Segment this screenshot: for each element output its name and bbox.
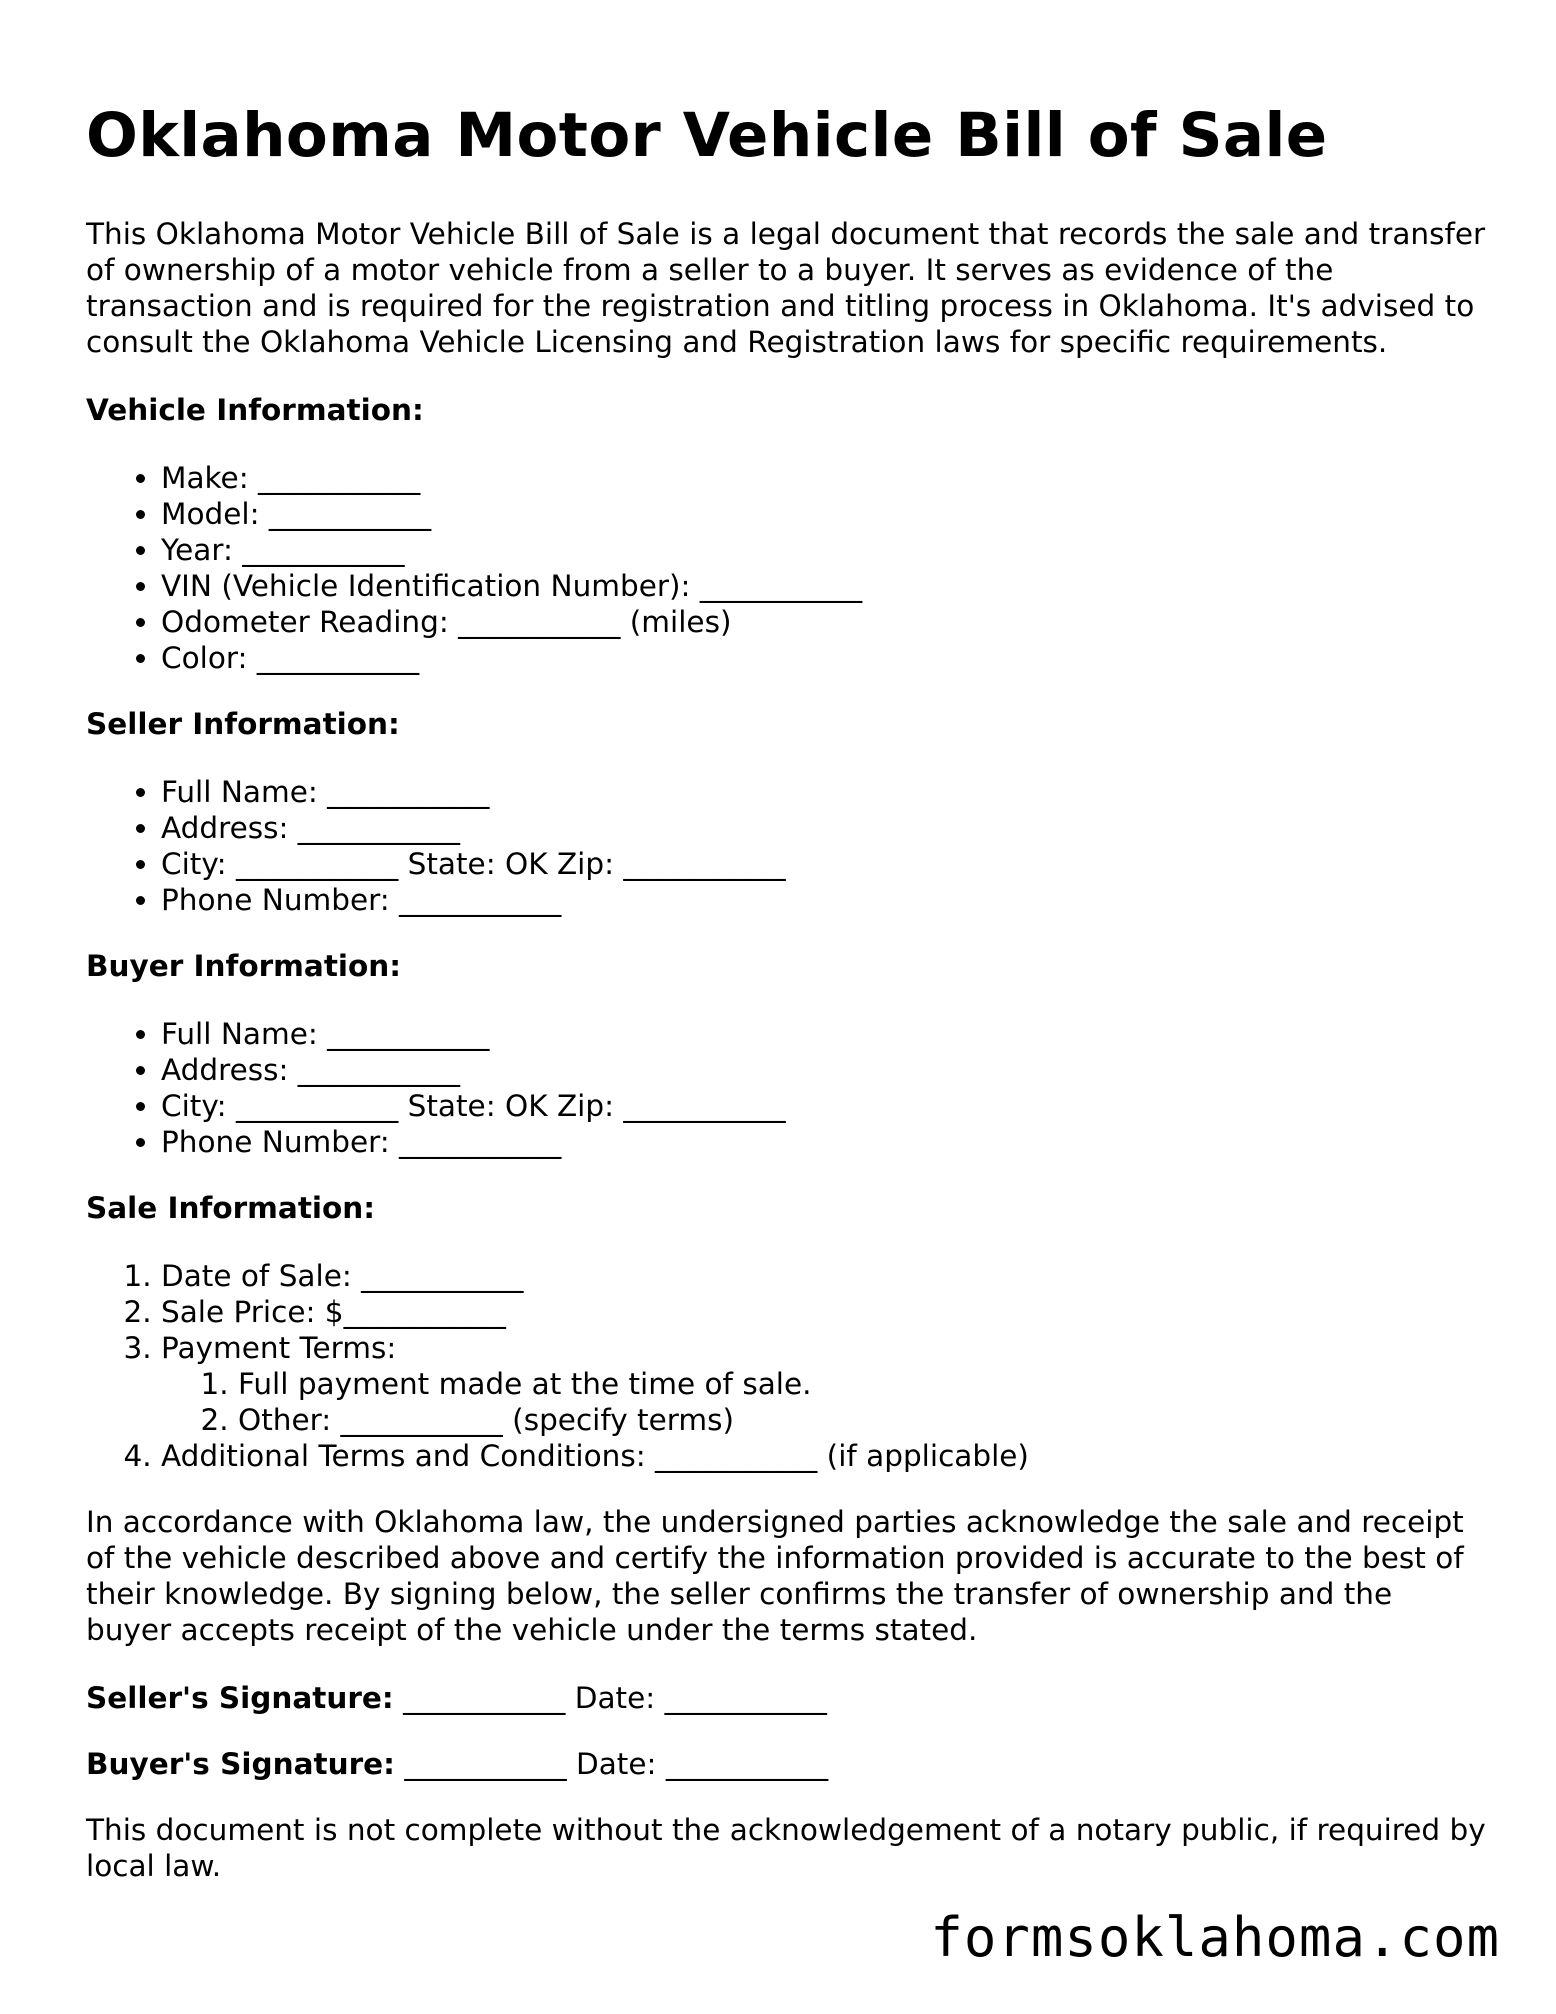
buyer-signature-line <box>86 1746 1486 1782</box>
seller-information-list <box>86 774 1486 918</box>
notary-note: This document is not complete without the acknowledgement of a notary public, if required by local law. <box>86 1813 1486 1883</box>
seller-signature-line <box>86 1680 1486 1716</box>
sale-information-list <box>86 1258 1486 1474</box>
buyer-city-state-zip-item: • City: ___________ State: OK Zip: ___________ <box>161 1088 1486 1124</box>
buyer-signature-blanks: ___________ Date: ___________ <box>394 1747 829 1781</box>
seller-address-item: • Address: ___________ <box>161 810 1486 846</box>
seller-full-name-item: • Full Name: ___________ <box>161 774 1486 810</box>
sale-date-item: 1. Date of Sale: ___________ <box>161 1258 1486 1294</box>
buyer-phone-item: • Phone Number: ___________ <box>161 1124 1486 1160</box>
seller-signature-blanks: ___________ Date: ___________ <box>393 1681 827 1715</box>
sale-price-item: 2. Sale Price: $___________ <box>161 1294 1486 1330</box>
seller-information-heading: Seller Information: <box>86 707 400 741</box>
buyer-information-list <box>86 1016 1486 1160</box>
payment-terms-full-item: 1. Full payment made at the time of sale. <box>238 1366 1486 1402</box>
vehicle-vin-item: • VIN (Vehicle Identification Number): ___________ <box>161 568 1486 604</box>
payment-terms-item <box>161 1330 1486 1438</box>
document-page <box>86 100 1486 1884</box>
payment-terms-other-item: 2. Other: ___________ (specify terms) <box>238 1402 1486 1438</box>
vehicle-make-item: • Make: ___________ <box>161 460 1486 496</box>
additional-terms-item: 4. Additional Terms and Conditions: ___________ (if applicable) <box>161 1438 1486 1474</box>
seller-signature-label: Seller's Signature: <box>86 1681 394 1715</box>
acknowledgement-paragraph: In accordance with Oklahoma law, the undersigned parties acknowledge the sale and receipt of the vehicle described above and certify the information provided is accurate to the best of their knowledge. By signing below, the seller confirms the transfer of ownership and the buyer accepts receipt of the vehicle under the terms stated. <box>86 1505 1464 1647</box>
buyer-information-heading: Buyer Information: <box>86 949 402 983</box>
buyer-address-item: • Address: ___________ <box>161 1052 1486 1088</box>
vehicle-model-item: • Model: ___________ <box>161 496 1486 532</box>
seller-city-state-zip-item: • City: ___________ State: OK Zip: ___________ <box>161 846 1486 882</box>
sale-information-heading: Sale Information: <box>86 1191 376 1225</box>
payment-terms-list <box>161 1366 1486 1438</box>
buyer-full-name-item: • Full Name: ___________ <box>161 1016 1486 1052</box>
vehicle-year-item: • Year: ___________ <box>161 532 1486 568</box>
watermark-text: formsoklahoma.com <box>930 1906 1500 1969</box>
buyer-signature-label: Buyer's Signature: <box>86 1747 395 1781</box>
vehicle-color-item: • Color: ___________ <box>161 640 1486 676</box>
document-title: Oklahoma Motor Vehicle Bill of Sale <box>86 100 1328 171</box>
intro-paragraph: This Oklahoma Motor Vehicle Bill of Sale is a legal document that records the sale and transfer of ownership of a motor vehicle from a seller to a buyer. It serves as evidence of the transaction and is required for the registration and titling process in Oklahoma. It's advised to consult the Oklahoma Vehicle Licensing and Registration laws for specific requirements. <box>86 217 1486 359</box>
payment-terms-label: Payment Terms: <box>161 1331 397 1365</box>
vehicle-information-heading: Vehicle Information: <box>86 393 424 427</box>
seller-phone-item: • Phone Number: ___________ <box>161 882 1486 918</box>
vehicle-odometer-item: • Odometer Reading: ___________ (miles) <box>161 604 1486 640</box>
vehicle-information-list <box>86 460 1486 676</box>
